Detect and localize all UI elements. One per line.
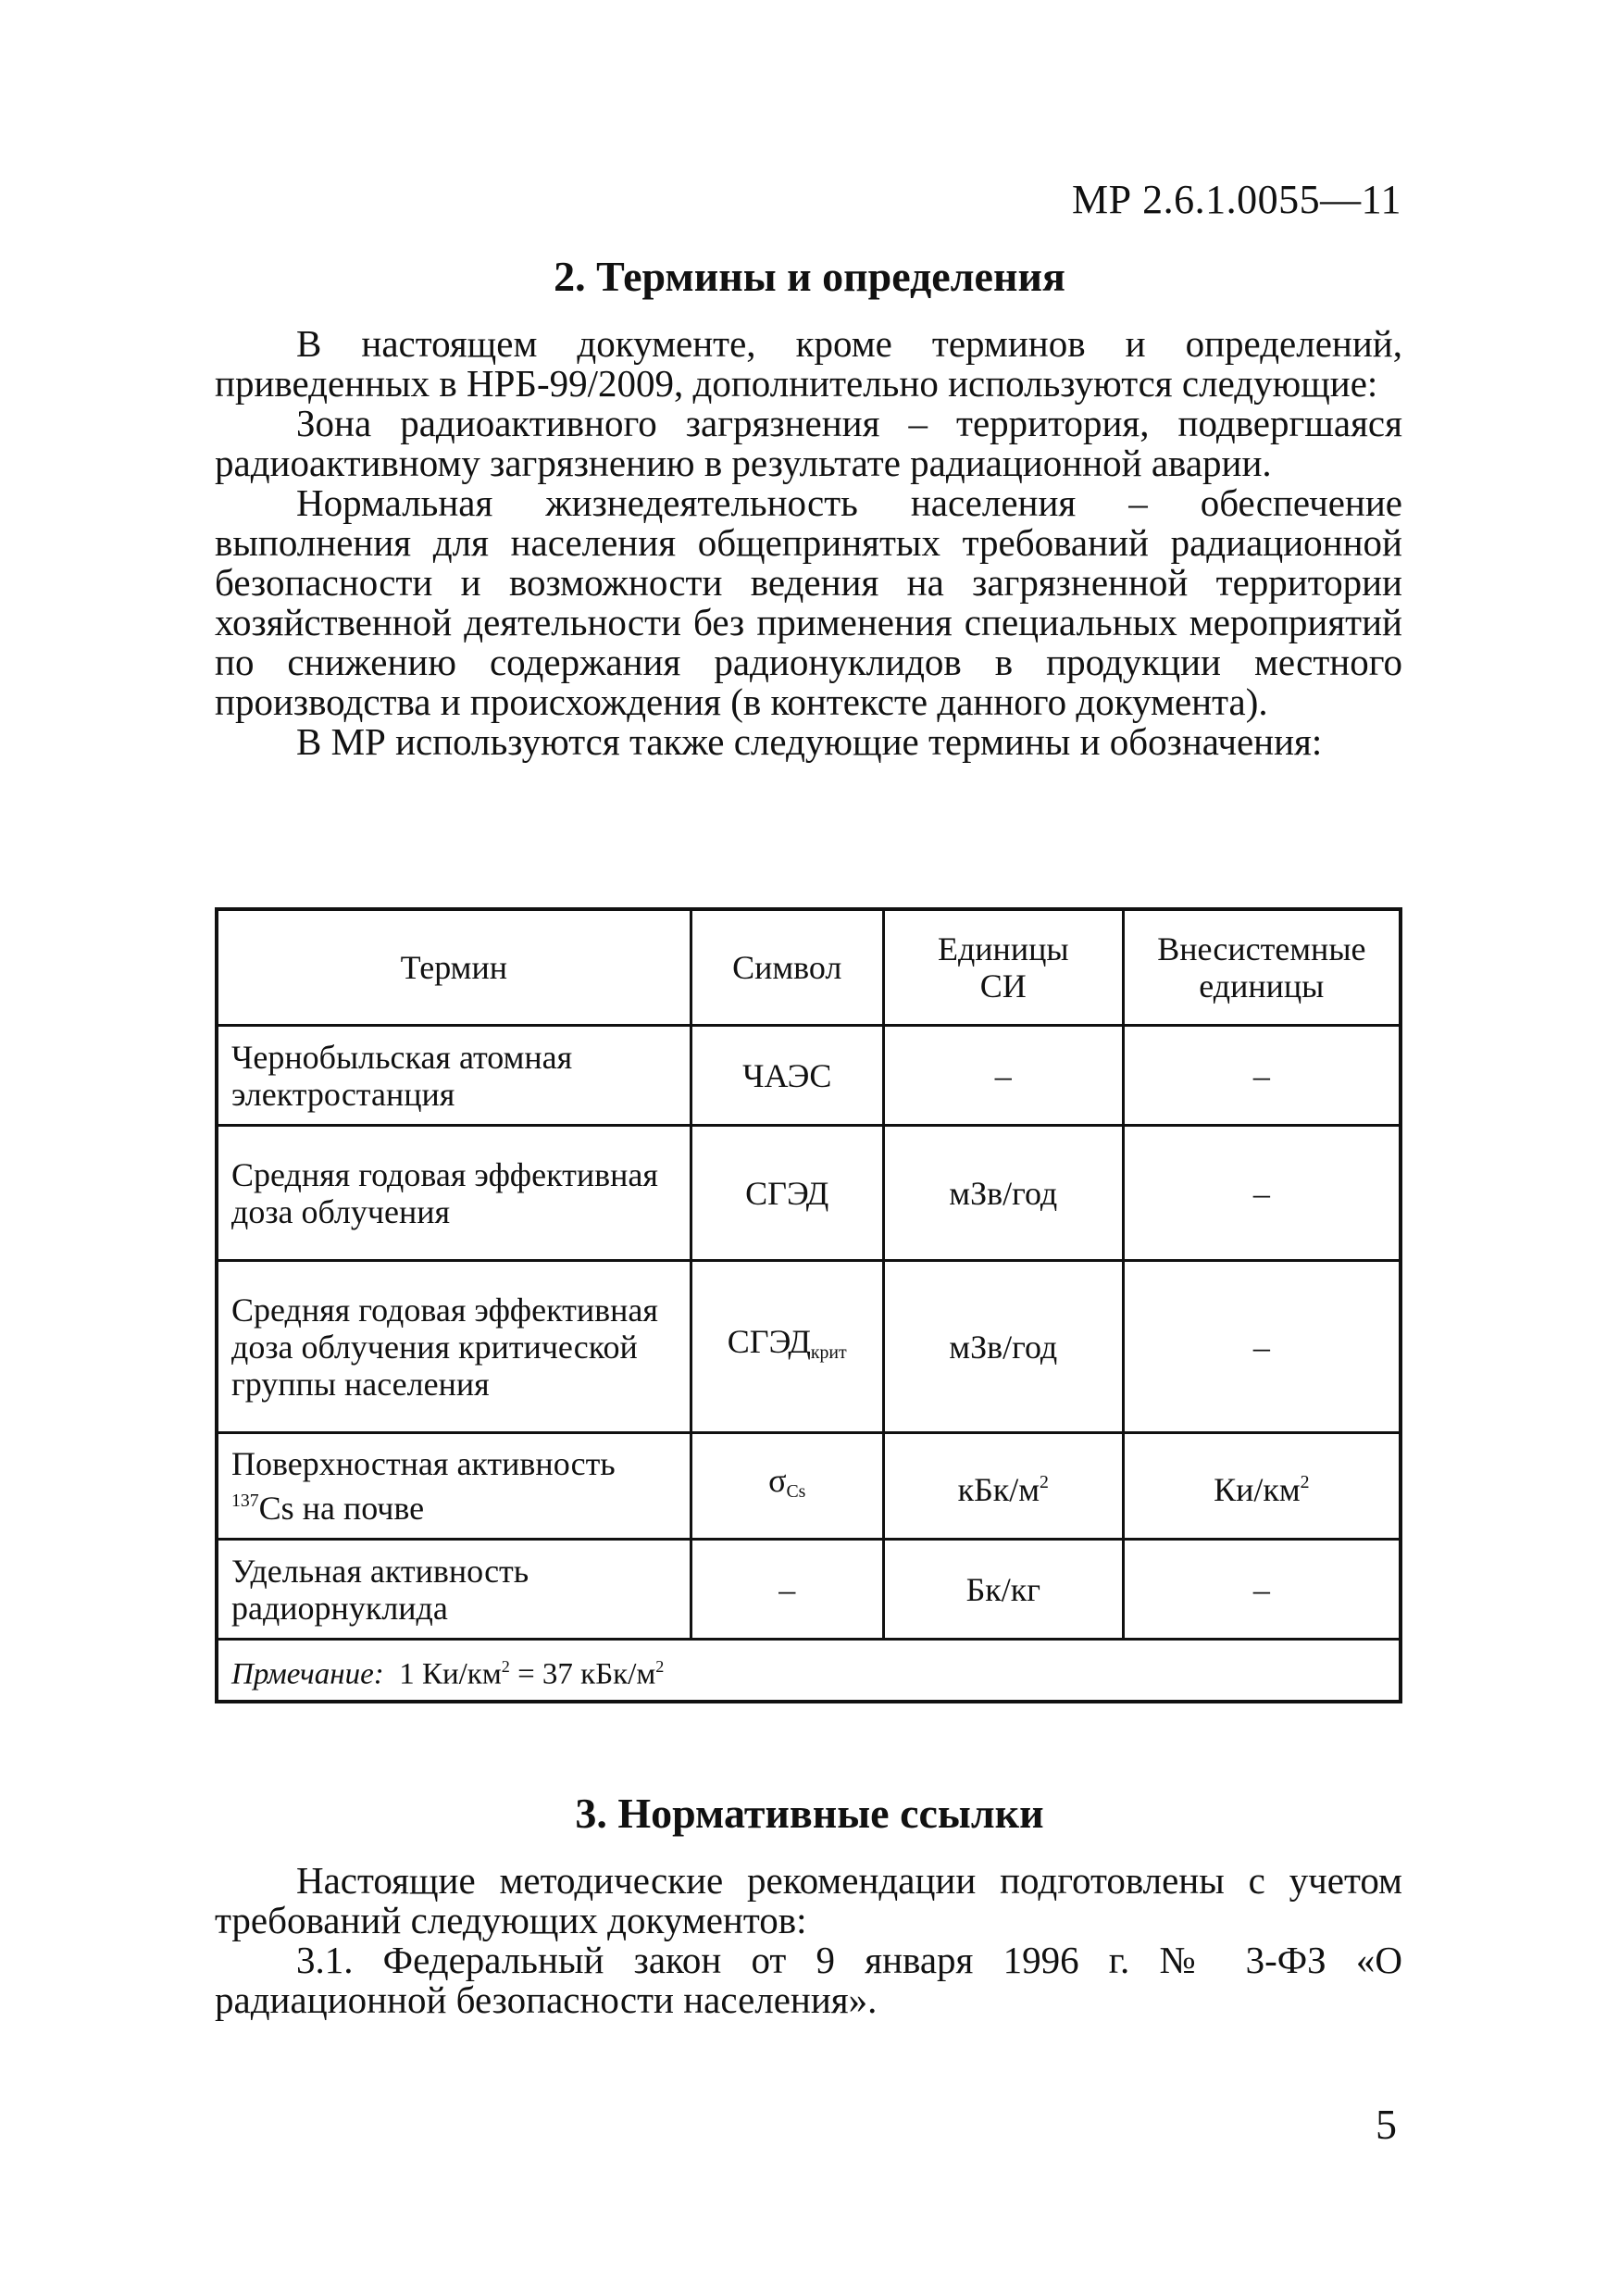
cell-nonsi <box>1123 1433 1401 1540</box>
table-row <box>217 1126 1401 1261</box>
nonsi-main: Ки/км <box>1214 1470 1301 1508</box>
symbol-subscript: крит <box>810 1341 847 1363</box>
symbol-main: σ <box>768 1462 787 1500</box>
cell-symbol: – <box>691 1540 883 1640</box>
cell-symbol: СГЭД <box>691 1126 883 1261</box>
cell-nonsi: – <box>1123 1540 1401 1640</box>
cell-term: Средняя годовая эффективная доза облучения <box>217 1126 691 1261</box>
note-sup1: 2 <box>501 1656 510 1676</box>
term-line1: Поверхностная активность <box>231 1445 616 1483</box>
paragraph: Нормальная жизнедеятельность населения – обеспечение выполнения для населения общепринятых требований радиационной безопасности и возможности ведения на загрязненной территории хозяйственной деятельности без применения специальных мероприятий по снижению содержания радионуклидов в продукции местного производства и происхождения (в контексте данного документа). <box>215 481 1402 723</box>
cell-nonsi: – <box>1123 1261 1401 1433</box>
cell-symbol <box>691 1261 883 1433</box>
header-nonsi-line1: Внесистемные <box>1157 930 1366 967</box>
table-note <box>217 1640 1401 1703</box>
section-2-text <box>215 324 1402 762</box>
cell-term <box>217 1433 691 1540</box>
table-row <box>217 1540 1401 1640</box>
cell-si: Бк/кг <box>883 1540 1123 1640</box>
si-main: кБк/м <box>957 1470 1040 1508</box>
paragraph: 3.1. Федеральный закон от 9 января 1996 г. № 3-ФЗ «О радиационной безопасности населения». <box>215 1939 1402 2021</box>
header-si-units <box>883 909 1123 1026</box>
cell-si <box>883 1433 1123 1540</box>
terms-table <box>215 907 1402 1703</box>
header-si-line2: СИ <box>979 967 1027 1004</box>
table-row <box>217 1261 1401 1433</box>
paragraph: Зона радиоактивного загрязнения – территория, подвергшаяся радиоактивному загрязнению в результате радиационной аварии. <box>215 402 1402 484</box>
section-3-title: 3. Нормативные ссылки <box>575 1790 1044 1837</box>
paragraph: В настоящем документе, кроме терминов и определений, приведенных в НРБ-99/2009, дополнительно используются следующие: <box>215 322 1402 405</box>
note-part1: 1 Ки/км <box>399 1657 502 1691</box>
cell-term: Средняя годовая эффективная доза облучения критической группы населения <box>217 1261 691 1433</box>
paragraph: В МР используются также следующие термины и обозначения: <box>296 720 1323 763</box>
header-symbol: Символ <box>691 909 883 1026</box>
si-superscript: 2 <box>1040 1472 1049 1493</box>
header-term: Термин <box>217 909 691 1026</box>
cell-symbol <box>691 1433 883 1540</box>
table-note-row <box>217 1640 1401 1703</box>
table-header-row <box>217 909 1401 1026</box>
section-3-text <box>215 1861 1402 2020</box>
cell-si: – <box>883 1026 1123 1126</box>
cell-symbol: ЧАЭС <box>691 1026 883 1126</box>
section-2-title: 2. Термины и определения <box>554 253 1065 300</box>
symbol-main: СГЭД <box>727 1322 811 1360</box>
header-si-line1: Единицы <box>937 930 1069 967</box>
symbol-subscript: Cs <box>786 1480 806 1502</box>
cell-si: мЗв/год <box>883 1126 1123 1261</box>
cell-term: Удельная активность радиорнуклида <box>217 1540 691 1640</box>
note-part2: = 37 кБк/м <box>509 1657 656 1691</box>
document-code: МР 2.6.1.0055—11 <box>1072 177 1401 222</box>
header-nonsi-line2: единицы <box>1199 967 1325 1004</box>
table-row <box>217 1433 1401 1540</box>
nonsi-superscript: 2 <box>1300 1472 1310 1493</box>
cell-nonsi: – <box>1123 1126 1401 1261</box>
term-line2: Cs на почве <box>258 1489 425 1527</box>
cell-si: мЗв/год <box>883 1261 1123 1433</box>
isotope-superscript: 137 <box>231 1491 259 1512</box>
cell-term: Чернобыльская атомная электростанция <box>217 1026 691 1126</box>
page-number: 5 <box>1376 2101 1397 2148</box>
note-label: Прмечание: <box>231 1657 384 1691</box>
cell-nonsi: – <box>1123 1026 1401 1126</box>
header-nonsi-units <box>1123 909 1401 1026</box>
table-row <box>217 1026 1401 1126</box>
note-sup2: 2 <box>655 1656 665 1676</box>
paragraph: Настоящие методические рекомендации подготовлены с учетом требований следующих документов: <box>215 1859 1402 1941</box>
